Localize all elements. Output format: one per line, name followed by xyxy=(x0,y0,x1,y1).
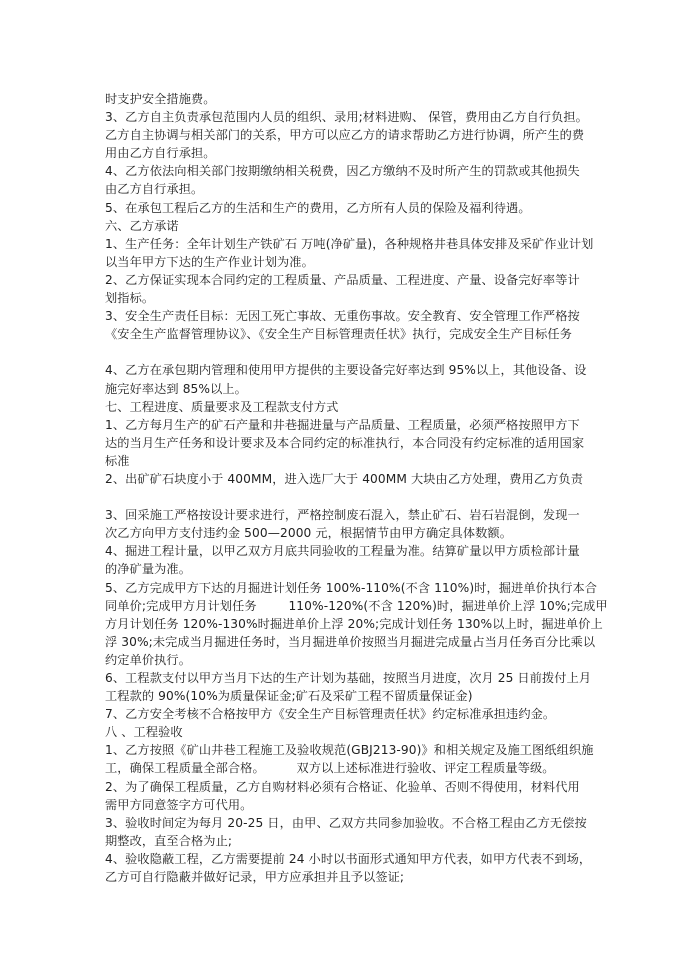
text-line: 的净矿量为准。 xyxy=(105,562,192,577)
text-line: 《安全生产监督管理协议》、《安全生产目标管理责任状》执行，完成安全生产目标任务 xyxy=(105,327,573,342)
text-line: 1、乙方按照《矿山井巷工程施工及验收规范(GBJ213-90)》和相关规定及施工图纸组织施 xyxy=(105,743,594,758)
text-line: 同单价;完成甲方月计划任务 110%-120%(不含 120%)时，掘进单价上浮 10%;完成甲 xyxy=(105,598,608,613)
document-page xyxy=(105,90,608,886)
text-line: 由乙方自行承担。 xyxy=(105,182,204,197)
text-line: 3、乙方自主负责承包范围内人员的组织、录用;材料进购、 保管，费用由乙方自行负担。 xyxy=(105,110,588,125)
text-line: 划指标。 xyxy=(105,291,155,306)
text-line: 时支护安全措施费。 xyxy=(105,92,216,106)
text-line: 施完好率达到 85%以上。 xyxy=(105,381,247,396)
text-line: 3、安全生产责任目标：无因工死亡事故、无重伤事故。安全教育、安全管理工作严格按 xyxy=(105,309,580,324)
text-line: 4、验收隐蔽工程，乙方需要提前 24 小时以书面形式通知甲方代表，如甲方代表不到场， xyxy=(105,851,592,866)
text-line: 浮 30%;未完成当月掘进任务时，当月掘进单价按照当月掘进完成量占当月任务百分比乘以 xyxy=(105,634,596,649)
text-line: 标准 xyxy=(105,453,130,468)
blank-line xyxy=(105,343,589,361)
text-line: 以当年甲方下达的生产作业计划为准。 xyxy=(105,254,314,269)
blank-line xyxy=(105,488,589,506)
text-line: 达的当月生产任务和设计要求及本合同约定的标准执行，本合同没有约定标准的适用国家 xyxy=(105,435,585,450)
text-line: 2、出矿矿石块度小于 400MM，进入选厂大于 400MM 大块由乙方处理，费用乙方负责 xyxy=(105,471,583,486)
section-heading: 八 、工程验收 xyxy=(105,725,183,740)
text-line: 3、验收时间定为每月 20-25 日，由甲、乙双方共同参加验收。不合格工程由乙方无偿按 xyxy=(105,815,587,830)
text-line: 次乙方向甲方支付违约金 500—2000 元，根据情节由甲方确定具体数额。 xyxy=(105,526,512,541)
text-line: 约定单价执行。 xyxy=(105,652,192,667)
text-line: 5、在承包工程后乙方的生活和生产的费用，乙方所有人员的保险及福利待遇。 xyxy=(105,200,531,215)
text-line: 6、工程款支付以甲方当月下达的生产计划为基础，按照当月进度，次月 25 日前拨付上月 xyxy=(105,671,592,685)
text-line: 用由乙方自行承担。 xyxy=(105,146,216,161)
section-heading: 七、工程进度、质量要求及工程款支付方式 xyxy=(105,399,339,414)
text-line: 1、乙方每月生产的矿石产量和井巷掘进量与产品质量、工程质量，必须严格按照甲方下 xyxy=(105,417,580,432)
text-line: 3、回采施工严格按设计要求进行，严格控制废石混入，禁止矿石、岩石岩混倒，发现一 xyxy=(105,508,580,523)
text-line: 工程款的 90%(10%为质量保证金;矿石及采矿工程不留质量保证金) xyxy=(105,689,473,704)
text-line: 4、乙方在承包期内管理和使用甲方提供的主要设备完好率达到 95%以上，其他设备、设 xyxy=(105,363,587,378)
text-line: 工，确保工程质量全部合格。 双方以上述标准进行验收、评定工程质量等级。 xyxy=(105,761,555,776)
text-line: 1、生产任务：全年计划生产铁矿石 万吨(净矿量)，各种规格井巷具体安排及采矿作业计划 xyxy=(105,236,594,251)
text-line: 乙方自主协调与相关部门的关系，甲方可以应乙方的请求帮助乙方进行协调，所产生的费 xyxy=(105,128,585,143)
section-heading: 六、乙方承诺 xyxy=(105,218,179,233)
text-line: 2、为了确保工程质量，乙方自购材料必须有合格证、化验单、否则不得使用，材料代用 xyxy=(105,779,580,794)
text-line: 乙方可自行隐蔽并做好记录，甲方应承担并且予以签证; xyxy=(105,870,405,885)
text-line: 方月计划任务 120%-130%时掘进单价上浮 20%;完成计划任务 130%以上时，掘进单价上 xyxy=(105,616,603,631)
text-line: 7、乙方安全考核不合格按甲方《安全生产目标管理责任状》约定标准承担违约金。 xyxy=(105,707,556,722)
text-line: 4、乙方依法向相关部门按期缴纳相关税费，因乙方缴纳不及时所产生的罚款或其他损失 xyxy=(105,164,580,179)
text-line: 5、乙方完成甲方下达的月掘进计划任务 100%-110%(不含 110%)时，掘进单价执行本合 xyxy=(105,580,598,595)
text-line: 期整改，直至合格为止; xyxy=(105,833,233,848)
text-line: 4、掘进工程计量，以甲乙双方月底共同验收的工程量为准。结算矿量以甲方质检部计量 xyxy=(105,544,580,559)
text-line: 2、乙方保证实现本合同约定的工程质量、产品质量、工程进度、产量、设备完好率等计 xyxy=(105,272,580,287)
text-line: 需甲方同意签字方可代用。 xyxy=(105,797,253,812)
